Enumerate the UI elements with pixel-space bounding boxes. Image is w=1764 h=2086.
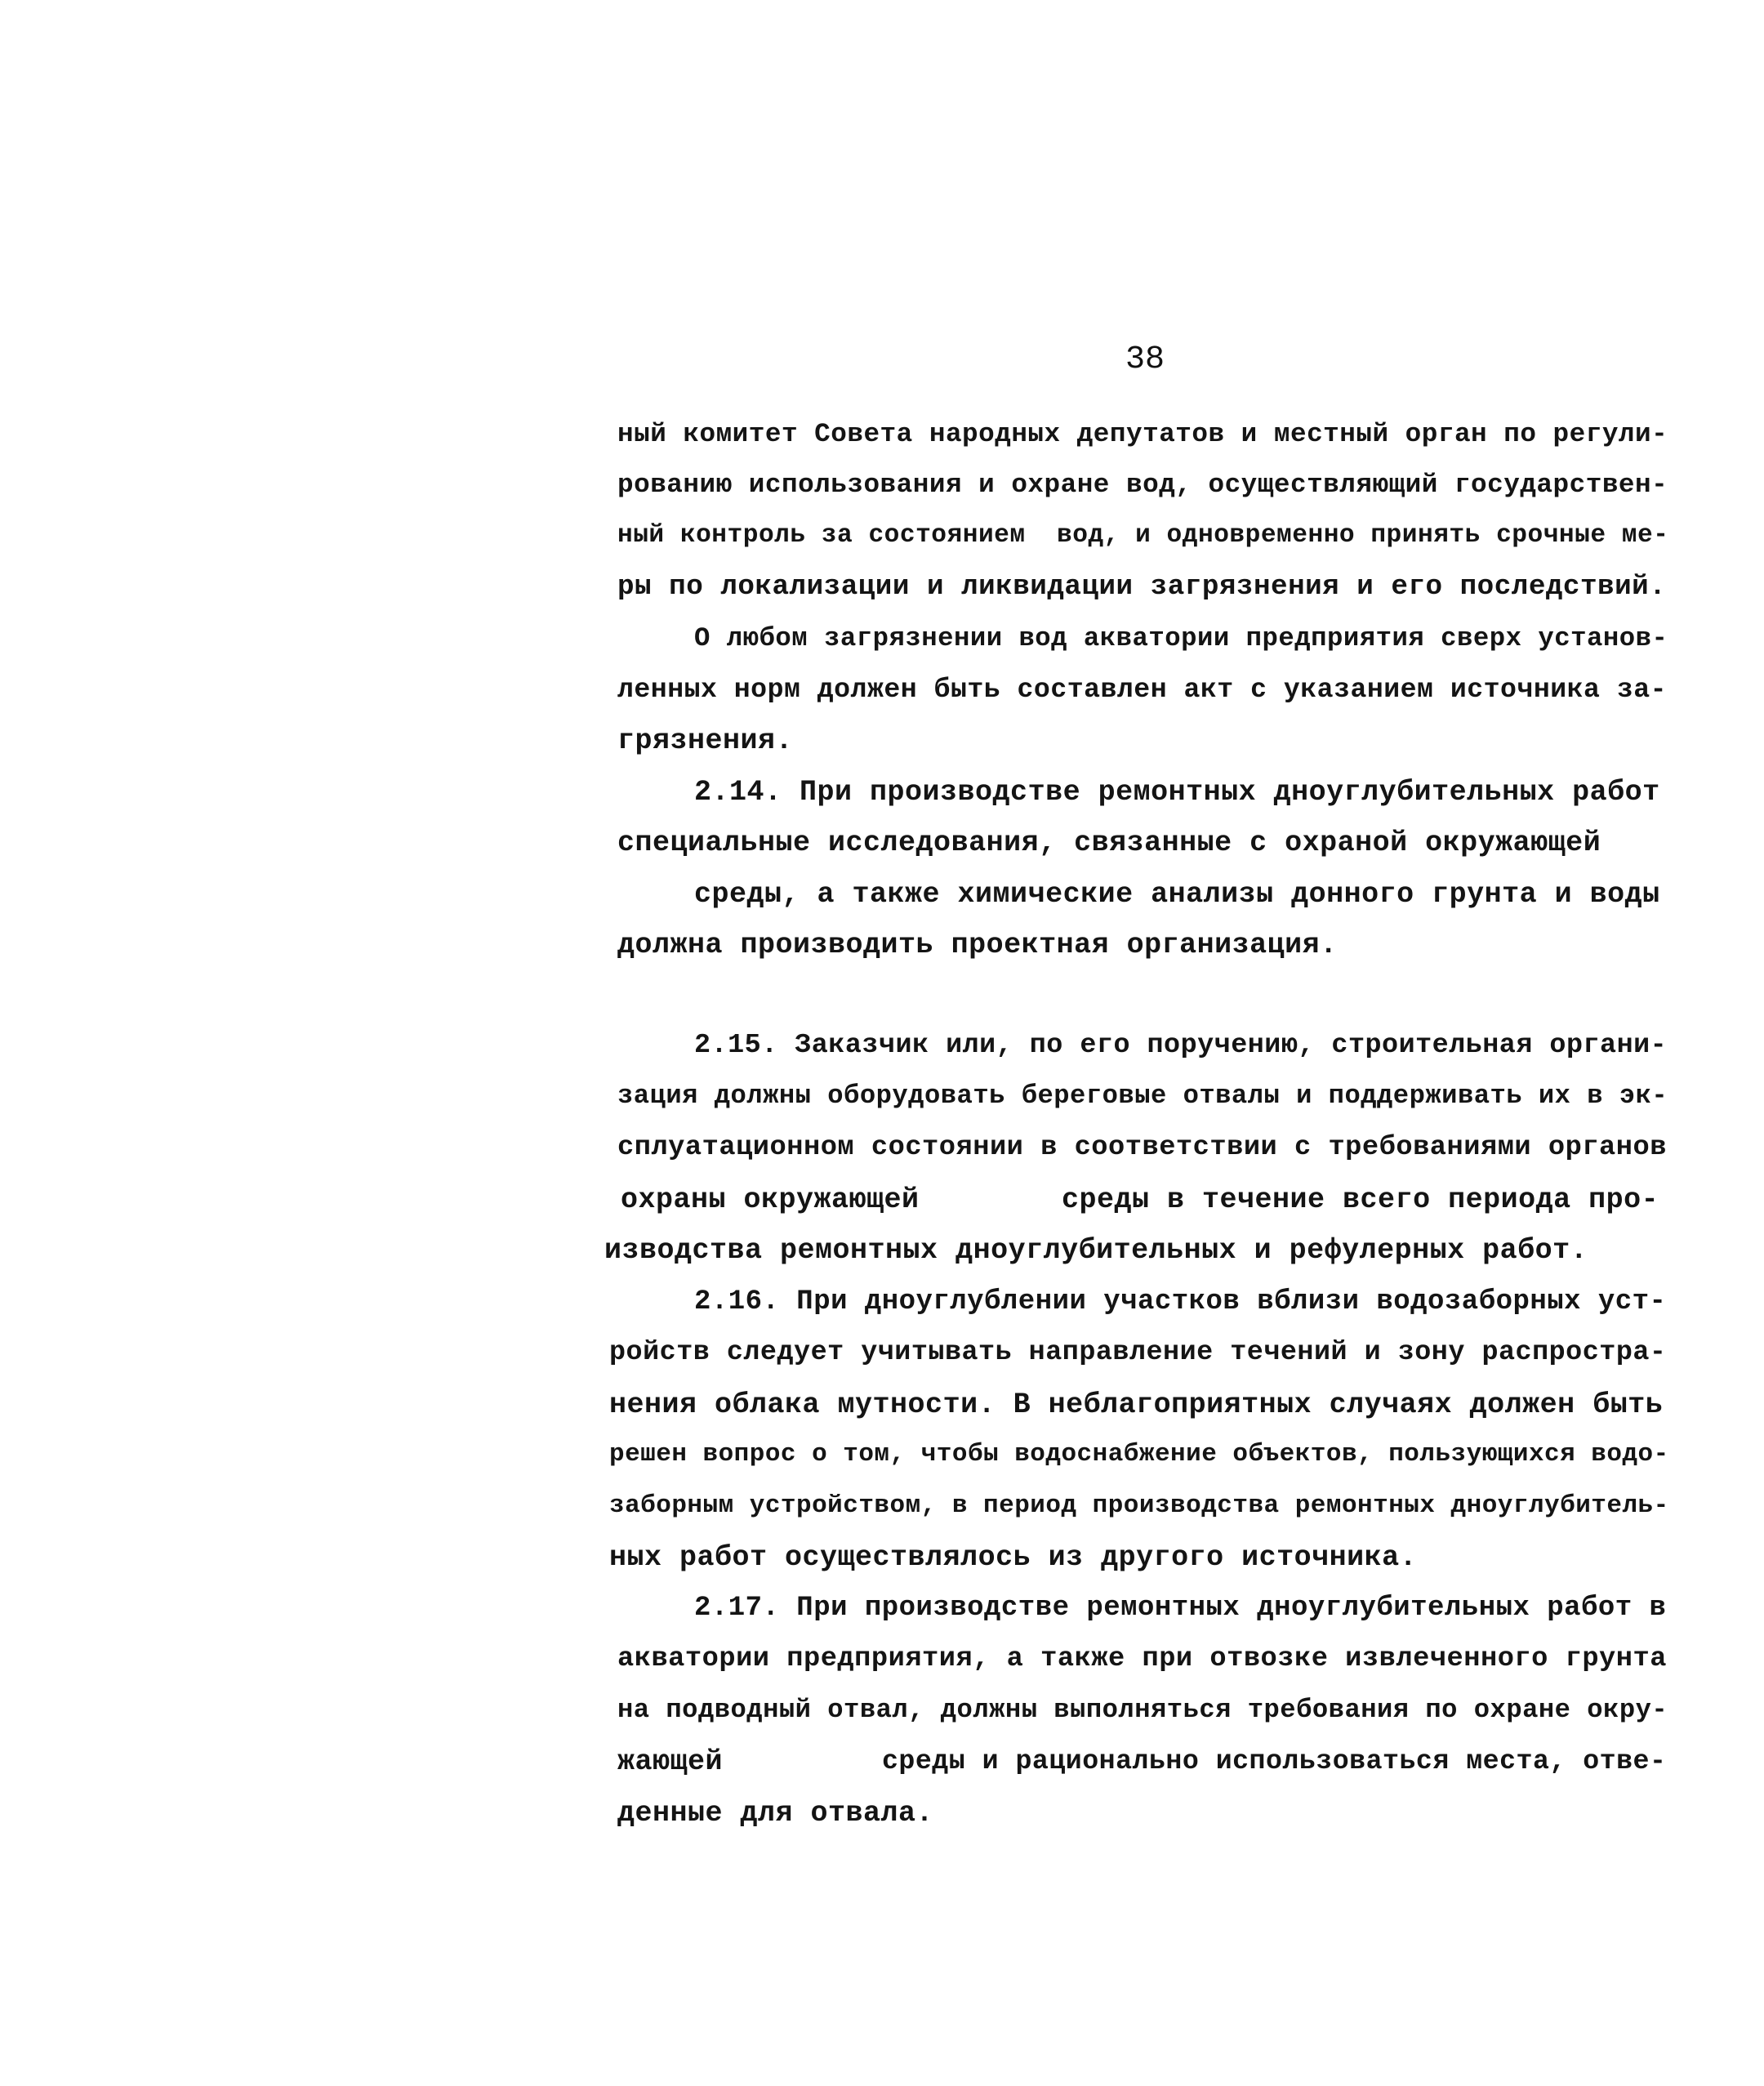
text-line: специальные исследования, связанные с охраной окружающей — [617, 827, 1601, 859]
text-line: денные для отвала. — [617, 1797, 934, 1830]
text-line: жающей — [617, 1745, 724, 1778]
text-line: рованию использования и охране вод, осуществляющий государствен- — [617, 470, 1668, 500]
text-line: 2.17. При производстве ремонтных дноуглубительных работ в — [694, 1593, 1667, 1624]
text-line: среды, а также химические анализы донного грунта и воды — [694, 878, 1660, 911]
text-line: решен вопрос о том, чтобы водоснабжение объектов, пользующихся водо- — [609, 1440, 1669, 1469]
text-line: нения облака мутности. В неблагоприятных случаях должен быть — [609, 1388, 1664, 1421]
text-line: 2.16. При дноуглублении участков вблизи водозаборных уст- — [694, 1286, 1667, 1317]
text-line: ройств следует учитывать направление течений и зону распростра- — [609, 1337, 1667, 1368]
text-line: заборным устройством, в период производства ремонтных дноуглубитель- — [609, 1491, 1669, 1520]
text-line: на подводный отвал, должны выполняться требования по охране окру- — [617, 1695, 1668, 1725]
page-number: 38 — [1125, 341, 1165, 378]
text-line: зация должны оборудовать береговые отвалы и поддерживать их в эк- — [617, 1081, 1668, 1111]
text-line: должна производить проектная организация. — [617, 929, 1338, 961]
text-line: изводства ремонтных дноуглубительных и рефулерных работ. — [604, 1234, 1588, 1267]
text-line: среды в течение всего периода про- — [1062, 1183, 1659, 1216]
text-line: ры по локализации и ликвидации загрязнения и его последствий. — [617, 571, 1667, 603]
text-line: сплуатационном состоянии в соответствии с требованиями органов — [617, 1132, 1667, 1163]
text-line: охраны окружающей — [621, 1183, 920, 1216]
text-line: 2.15. Заказчик или, по его поручению, строительная органи- — [694, 1030, 1668, 1061]
text-line: акватории предприятия, а также при отвозке извлеченного грунта — [617, 1643, 1667, 1674]
text-line: грязнения. — [617, 724, 794, 757]
text-line: ных работ осуществлялось из другого источника. — [609, 1541, 1418, 1574]
text-line: ленных норм должен быть составлен акт с указанием источника за- — [617, 674, 1668, 705]
text-line: ный контроль за состоянием вод, и одновременно принять срочные ме- — [617, 521, 1669, 550]
text-line: ный комитет Совета народных депутатов и местный орган по регули- — [617, 419, 1668, 449]
text-line: среды и рационально использоваться места, отве- — [882, 1745, 1667, 1776]
text-line: О любом загрязнении вод акватории предприятия сверх установ- — [694, 623, 1668, 653]
text-line: 2.14. При производстве ремонтных дноуглубительных работ — [694, 776, 1660, 809]
